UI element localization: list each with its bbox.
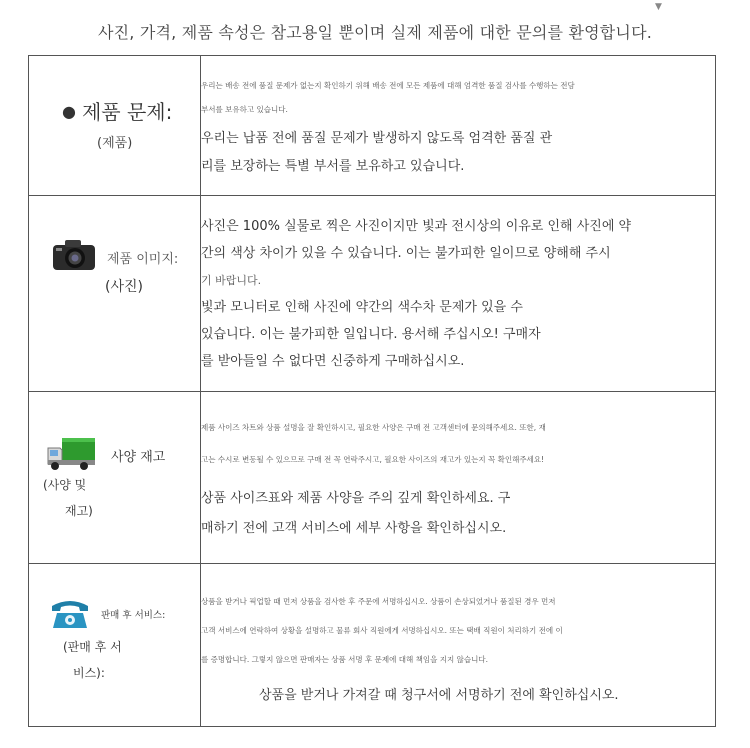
row-title: 사양 재고 — [111, 450, 166, 465]
row-content-cell — [201, 564, 716, 727]
content-line: 를 받아들일 수 없다면 신중하게 구매하십시오. — [201, 353, 465, 369]
table-row-after-sales — [29, 564, 716, 727]
content-line: 매하기 전에 고객 서비스에 세부 사항을 확인하십시오. — [201, 520, 507, 536]
content-line: 우리는 배송 전에 품질 문제가 없는지 확인하기 위해 배송 전에 모든 제품에 대해 엄격한 품질 검사를 수행하는 전담 — [201, 81, 575, 90]
content-line: 상품 사이즈표와 제품 사양을 주의 깊게 확인하세요. 구 — [201, 490, 511, 506]
row-subtitle: (사진) — [105, 279, 143, 295]
row-title: ● 제품 문제: — [62, 100, 173, 124]
row-title: 판매 후 서비스: — [101, 610, 166, 621]
row-content-cell — [201, 56, 716, 196]
info-table — [28, 55, 716, 727]
phone-icon — [49, 598, 91, 630]
row-label-cell — [29, 564, 201, 727]
content-line: 상품을 받거나 픽업할 때 먼저 상품을 검사한 후 주문에 서명하십시오. 상품이 손상되었거나 품질된 경우 먼저 — [201, 597, 556, 606]
row-subtitle: (판매 후 서 — [63, 640, 122, 654]
row-subtitle-2: 비스): — [73, 666, 105, 680]
camera-icon — [51, 238, 97, 272]
row-content-cell — [201, 196, 716, 392]
content-line: 빛과 모니터로 인해 사진에 약간의 색수차 문제가 있을 수 — [201, 299, 523, 315]
row-label-cell — [29, 196, 201, 392]
content-line: 기 바랍니다. — [201, 273, 262, 287]
content-line: 우리는 납품 전에 품질 문제가 발생하지 않도록 엄격한 품질 관 — [201, 131, 553, 146]
caret-down-icon: ▼ — [655, 2, 662, 12]
content-line: 상품을 받거나 가져갈 때 청구서에 서명하기 전에 확인하십시오. — [259, 688, 619, 703]
content-line: 고객 서비스에 연락하여 상황을 설명하고 물류 회사 직원에게 서명하십시오. 또는 택배 직원이 처리하기 전에 이 — [201, 626, 563, 635]
bullet-icon: ● — [62, 102, 76, 121]
content-line: 있습니다. 이는 불가피한 일입니다. 용서해 주십시오! 구매자 — [201, 326, 541, 342]
row-label-cell — [29, 56, 201, 196]
content-line: 간의 색상 차이가 있을 수 있습니다. 이는 불가피한 일이므로 양해해 주시 — [201, 245, 611, 261]
table-row-product-image — [29, 196, 716, 392]
content-line: 사진은 100% 실물로 찍은 사진이지만 빛과 전시상의 이유로 인해 사진에 약 — [201, 218, 632, 234]
content-line: 제품 사이즈 차트와 상품 설명을 잘 확인하시고, 필요한 사양은 구매 전 고객센터에 문의해주세요. 또한, 재 — [201, 422, 546, 432]
content-line: 고는 수시로 변동될 수 있으므로 구매 전 꼭 연락주시고, 필요한 사이즈의 재고가 있는지 꼭 확인해주세요! — [201, 454, 545, 464]
row-content-cell — [201, 392, 716, 564]
row-subtitle-2: 재고) — [65, 504, 93, 518]
content-line: 리를 보장하는 특별 부서를 보유하고 있습니다. — [201, 159, 465, 174]
row-label-cell — [29, 392, 201, 564]
row-subtitle: (제품) — [97, 136, 133, 151]
content-line: 부서를 보유하고 있습니다. — [201, 105, 288, 114]
row-title: 제품 이미지: — [107, 252, 179, 267]
truck-icon — [46, 436, 96, 472]
content-line: 를 증명합니다. 그렇지 않으면 판매자는 상품 서명 후 문제에 대해 책임을 지지 않습니다. — [201, 655, 488, 664]
row-subtitle: (사양 및 — [43, 478, 87, 492]
notice-header: 사진, 가격, 제품 속성은 참고용일 뿐이며 실제 제품에 대한 문의를 환영합니다. — [97, 23, 653, 42]
table-row-spec-stock — [29, 392, 716, 564]
table-row-product-issue — [29, 56, 716, 196]
